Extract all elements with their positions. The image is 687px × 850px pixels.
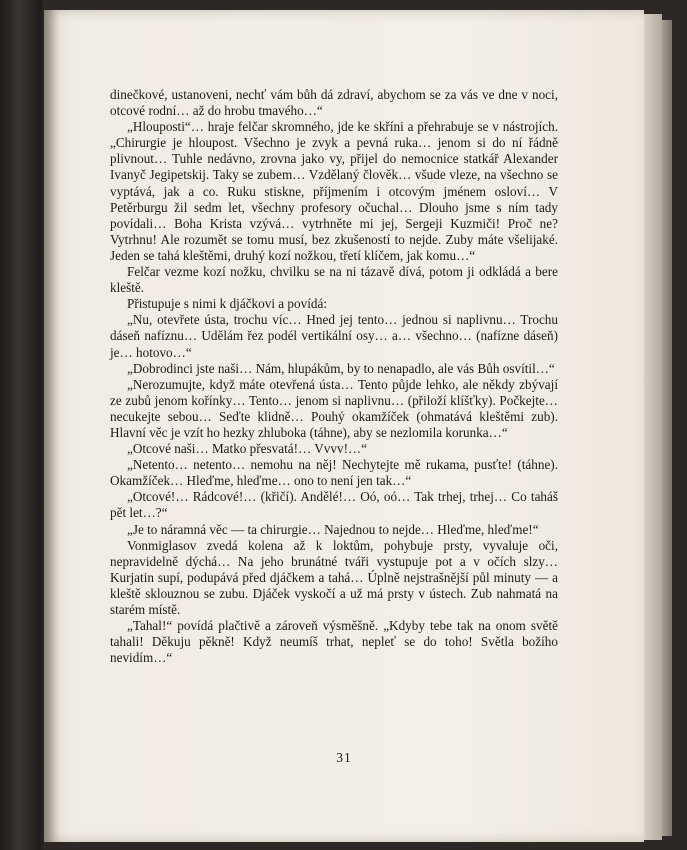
- paragraph: „Hlouposti“… hraje felčar skromného, jde ke skříni a přehrabuje se v nástrojích. „Chirurgie je hloupost. Všechno je zvyk a pevná ruka… jenom si do ní řádně plivnout… Tuhle nedávno, zrovna jako vy, přijel do nemocnice statkář Alexander Ivanyč Jegipetskij. Taky se zubem… Vzdělaný člověk… všude vleze, na všechno se vyptává, jak a co. Ruku stiskne, příjmením i otcovým jménem osloví… V Petěrburgu žil sedm let, všechny profesory očuchal… Dlouho jsme s ním tady povídali… Boha Krista vzývá… vytrhněte mi jej, Sergeji Kuzmiči! Proč ne? Vytrhnu! Ale rozumět se tomu musí, bez zkušeností to nejde. Zuby máte všelijaké. Jeden se tahá kleštěmi, druhý kozí nožkou, třetí klíčem, jak komu…“: [110, 119, 558, 263]
- paragraph: „Otcové!… Rádcové!… (křičí). Andělé!… Oó, oó… Tak trhej, trhej… Co taháš pět let…?“: [110, 489, 558, 521]
- paragraph: „Otcové naši… Matko přesvatá!… Vvvv!…“: [127, 441, 367, 457]
- paragraph: Vonmiglasov zvedá kolena až k loktům, pohybuje prsty, vyvaluje oči, nepravidelně dýchá… Na jeho brunátné tváři vystupuje pot a v očích slzy… Kurjatin supí, podupává před djáčkem a tahá… Úplně nejstrašnější půl minuty — a kleště sklouznou se zubu. Djáček vyskočí a už má prsty v ústech. Zub nahmatá na starém místě.: [110, 537, 558, 617]
- body-text: [110, 87, 558, 666]
- paragraph: „Nu, otevřete ústa, trochu víc… Hned jej tento… jednou si naplivnu… Trochu dáseň nafíznu… Udělám řez podél vertikální osy… a… všechno… (nafízne dáseň) je… hotovo…“: [110, 312, 558, 360]
- book-cover-edge: [662, 20, 672, 836]
- paragraph: dinečkové, ustanoveni, nechť vám bůh dá zdraví, abychom se za vás ve dne v noci, otcové rodní… až do hrobu tmavého…“: [110, 87, 558, 119]
- paragraph: „Nerozumujte, když máte otevřená ústa… Tento půjde lehko, ale někdy zbývají ze zubů jenom kořínky… Tento… jenom si naplivnu… (přiloží klíšťky). Počkejte… necukejte sebou… Seďte klidně… Pouhý okamžíček (ohmatává kleštěmi zub). Hlavní věc je vzít ho hezky zhluboka (táhne), aby se nezlomila korunka…“: [110, 376, 558, 440]
- paragraph: „Je to náramná věc — ta chirurgie… Najednou to nejde… Hleďme, hleďme!“: [127, 521, 539, 537]
- book-page: [44, 10, 644, 842]
- paragraph: Přistupuje s nimi k djáčkovi a povídá:: [127, 296, 327, 312]
- paragraph: „Netento… netento… nemohu na něj! Nechytejte mě rukama, pusťte! (táhne). Okamžíček… Hleďme, hleďme… ono to není jen tak…“: [110, 457, 558, 489]
- paragraph: „Tahal!“ povídá plačtivě a zároveň výsměšně. „Kdyby tebe tak na onom světě tahali! Děkuju pěkně! Když neumíš trhat, nepleť se do toho! Světla božího nevidím…“: [110, 618, 558, 666]
- page-number: 31: [336, 750, 352, 765]
- page-stack-edge: [644, 14, 662, 840]
- paragraph: „Dobrodinci jste naši… Nám, hlupákům, by to nenapadlo, ale vás Bůh osvítil…“: [127, 360, 555, 376]
- paragraph: Felčar vezme kozí nožku, chvilku se na ni tázavě dívá, potom ji odkládá a bere kleště.: [110, 264, 558, 296]
- gutter-shadow: [44, 10, 60, 842]
